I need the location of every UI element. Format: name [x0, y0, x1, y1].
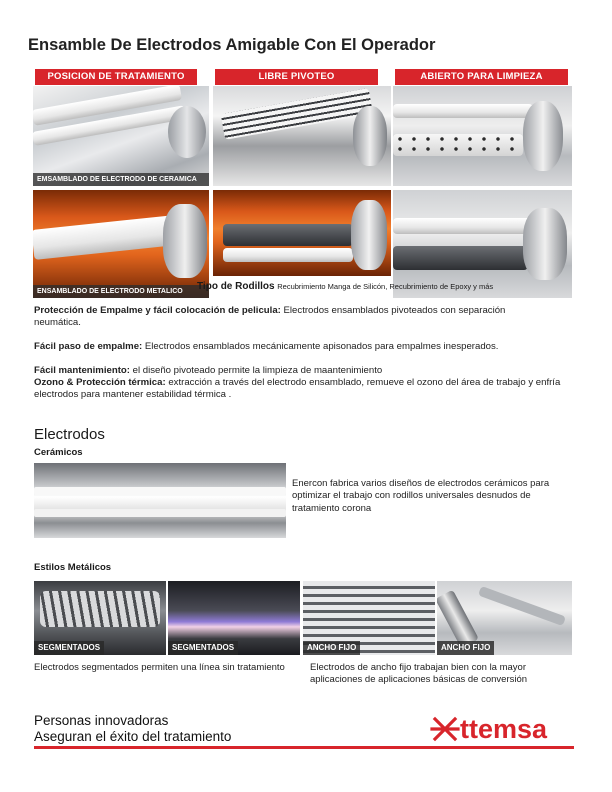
roller-types	[197, 281, 493, 292]
section-heading-electrodos: Electrodos	[34, 426, 105, 443]
feature-ozone-thermal-text: extracción a través del electrodo ensamblado, remueve el ozono del área de trabajo y enfría electrodos para mantener estabilidad térmica .	[34, 377, 561, 401]
roller-types-label: Tipo de Rodillos	[197, 281, 275, 292]
feature-splice-protection-title: Protección de Empalme y fácil colocación de pelicula:	[34, 305, 281, 316]
feature-easy-splice	[34, 341, 574, 353]
feature-maintenance-text: el diseño pivoteado permite la limpieza de maantenimiento	[129, 365, 383, 376]
feature-maintenance	[34, 365, 574, 377]
feature-easy-splice-text: Electrodos ensamblados mecánicamente apisonados para empalmes inesperados.	[142, 341, 499, 352]
ceramic-description: Enercon fabrica varios diseños de electrodos cerámicos para optimizar el trabajo con rodillos universales desnudos de tratamiento corona	[292, 478, 550, 514]
tagline-line-1: Personas innovadoras	[34, 713, 169, 728]
subheading-ceramicos: Cerámicos	[34, 447, 83, 458]
photo-metal-fixed-width-2	[437, 581, 572, 655]
caption-segmentados-2: SEGMENTADOS	[168, 641, 238, 655]
caption-metal-electrode: ENSAMBLADO DE ELECTRODO METALICO	[33, 285, 209, 298]
banner-posicion-tratamiento: POSICION DE TRATAMIENTO	[35, 69, 197, 85]
footer-divider	[34, 746, 574, 749]
caption-segmentados-1: SEGMENTADOS	[34, 641, 104, 655]
photo-metal-treatment	[33, 190, 209, 298]
photo-metal-segmented-1	[34, 581, 166, 655]
feature-ozone-thermal-title: Ozono & Protección térmica:	[34, 377, 166, 388]
roller-types-detail: Recubrimiento Manga de Silicón, Recubrimiento de Epoxy y más	[277, 282, 494, 291]
photo-metal-pivot	[213, 190, 391, 276]
photo-metal-segmented-2	[168, 581, 300, 655]
photo-ceramic-pivot	[213, 86, 391, 186]
feature-splice-protection-text: Electrodos ensamblados pivoteados con separación neumática.	[34, 305, 506, 329]
caption-ancho-fijo-2: ANCHO FIJO	[437, 641, 494, 655]
photo-ceramic-electrodes	[34, 463, 286, 538]
ttemsa-logo-text: ttemsa	[460, 714, 548, 743]
photo-ceramic-open	[393, 86, 572, 186]
feature-splice-protection	[34, 305, 554, 330]
fixed-width-description: Electrodos de ancho fijo trabajan bien con la mayor aplicaciones de aplicaciones básicas de conversión	[310, 662, 528, 686]
caption-ceramic-electrode: EMSAMBLADO DE ELECTRODO DE CERAMICA	[33, 173, 209, 186]
caption-ancho-fijo-1: ANCHO FIJO	[303, 641, 360, 655]
banner-libre-pivoteo: LIBRE PIVOTEO	[215, 69, 378, 85]
photo-ceramic-treatment	[33, 86, 209, 186]
subheading-estilos-metalicos: Estilos Metálicos	[34, 562, 112, 573]
segmented-description: Electrodos segmentados permiten una línea sin tratamiento	[34, 662, 285, 673]
page-title: Ensamble De Electrodos Amigable Con El Operador	[28, 36, 436, 54]
feature-maintenance-title: Fácil mantenimiento:	[34, 365, 130, 376]
photo-metal-fixed-width-1	[303, 581, 435, 655]
feature-ozone-thermal	[34, 377, 570, 402]
ttemsa-logo-mark	[430, 713, 572, 743]
tagline	[34, 713, 231, 745]
ttemsa-logo	[430, 713, 572, 743]
feature-easy-splice-title: Fácil paso de empalme:	[34, 341, 143, 352]
banner-abierto-limpieza: ABIERTO PARA LIMPIEZA	[395, 69, 568, 85]
tagline-line-2: Aseguran el éxito del tratamiento	[34, 729, 232, 744]
